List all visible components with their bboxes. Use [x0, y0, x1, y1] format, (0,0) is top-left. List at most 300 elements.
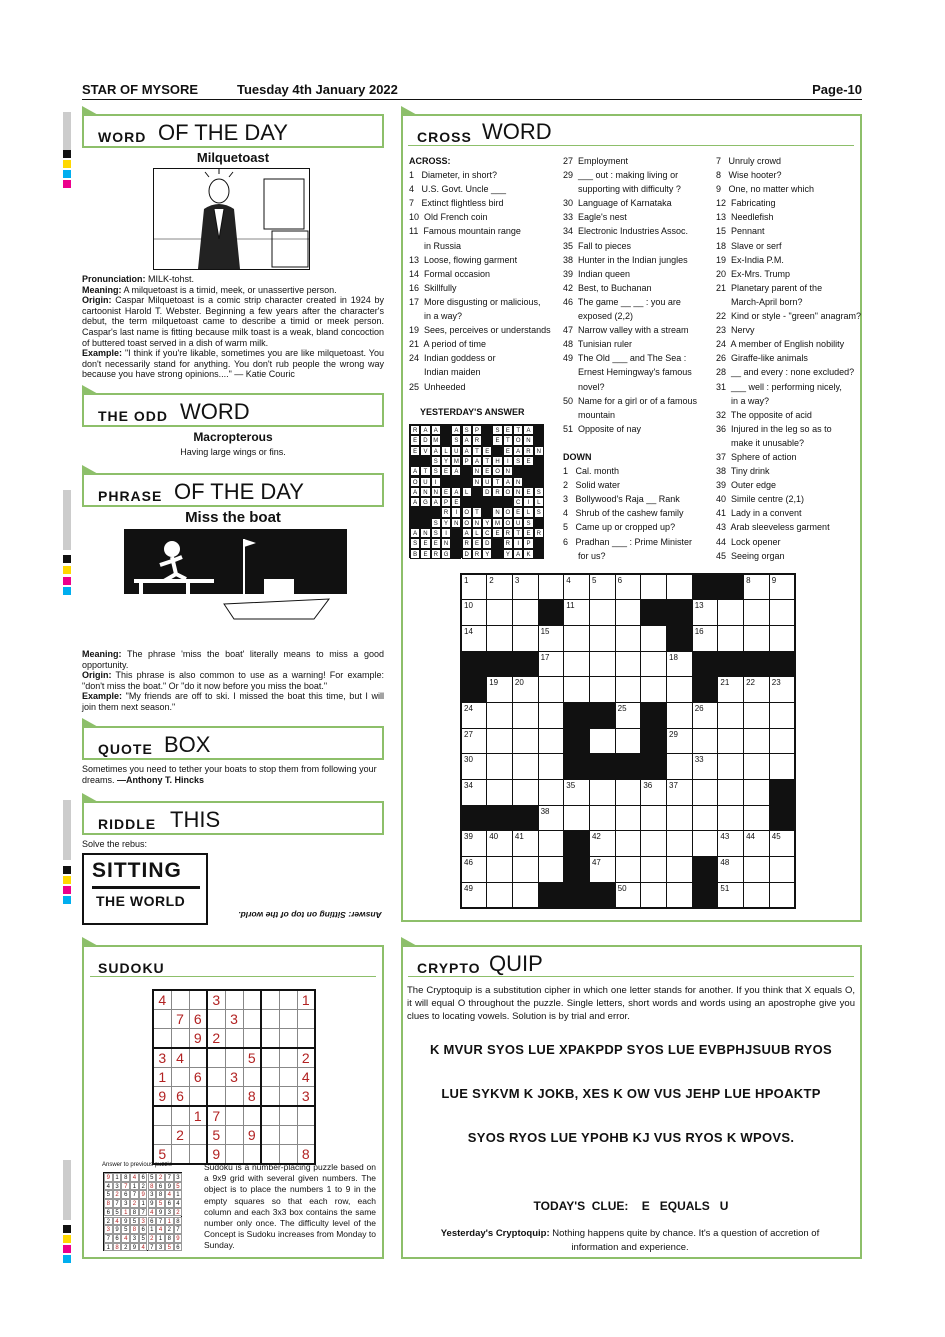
prev-sudoku-cell: 2: [148, 1234, 157, 1243]
sudoku-cell[interactable]: 5: [243, 1048, 261, 1068]
sudoku-cell[interactable]: 3: [225, 1068, 243, 1087]
crossword-cell[interactable]: [589, 805, 615, 831]
crossword-cell[interactable]: 41: [512, 831, 538, 857]
crossword-cell[interactable]: 27: [461, 728, 487, 754]
crossword-cell[interactable]: [692, 831, 718, 857]
crossword-cell[interactable]: 44: [744, 831, 770, 857]
crossword-cell[interactable]: [487, 857, 513, 883]
crossword-cell[interactable]: [538, 574, 564, 600]
crossword-cell[interactable]: [487, 728, 513, 754]
crossword-cell[interactable]: [538, 780, 564, 806]
sudoku-cell[interactable]: 5: [207, 1126, 225, 1145]
sudoku-cell[interactable]: 9: [153, 1087, 171, 1107]
crossword-block: [769, 780, 795, 806]
crossword-cell[interactable]: [692, 805, 718, 831]
clue: 10 Old French coin: [409, 212, 488, 223]
sudoku-cell[interactable]: [243, 1068, 261, 1087]
crossword-cell[interactable]: 22: [744, 677, 770, 703]
sudoku-cell[interactable]: 8: [297, 1145, 315, 1165]
crossword-cell[interactable]: 38: [538, 805, 564, 831]
crossword-cell[interactable]: [589, 625, 615, 651]
heading-label: CROSS: [417, 129, 472, 145]
crossword-cell[interactable]: [667, 574, 693, 600]
crossword-cell[interactable]: [744, 625, 770, 651]
yesterday-cell: A: [513, 549, 523, 559]
crossword-cell[interactable]: [512, 857, 538, 883]
crossword-cell[interactable]: [512, 780, 538, 806]
yesterday-cell: S: [451, 435, 461, 445]
crossword-cell[interactable]: 45: [769, 831, 795, 857]
crossword-cell[interactable]: 37: [667, 780, 693, 806]
crossword-cell[interactable]: 4: [564, 574, 590, 600]
crossword-cell[interactable]: [641, 805, 667, 831]
paper-name: STAR OF MYSORE: [82, 82, 199, 97]
prev-sudoku-cell: 3: [156, 1243, 165, 1252]
crossword-cell[interactable]: [615, 677, 641, 703]
yesterday-cell: T: [503, 435, 513, 445]
clue: 9 One, no matter which: [716, 184, 815, 195]
sudoku-cell[interactable]: 3: [153, 1048, 171, 1068]
crossword-cell[interactable]: [589, 600, 615, 626]
crossword-cell[interactable]: [564, 625, 590, 651]
yesterday-cell: T: [482, 456, 492, 466]
sudoku-cell[interactable]: [189, 1126, 207, 1145]
sudoku-cell[interactable]: [225, 1087, 243, 1107]
crossword-cell[interactable]: 3: [512, 574, 538, 600]
sudoku-cell[interactable]: 9: [207, 1145, 225, 1165]
yesterday-cell: [482, 507, 492, 517]
crossword-cell[interactable]: [487, 600, 513, 626]
margin-bar: [63, 490, 71, 550]
crossword-cell[interactable]: [641, 882, 667, 908]
sudoku-cell[interactable]: 2: [297, 1048, 315, 1068]
yesterday-cell: [534, 549, 544, 559]
clue: 46 The game __ __ : you are: [563, 296, 681, 307]
reg-mark: [63, 566, 71, 574]
crossword-cell[interactable]: [718, 780, 744, 806]
sudoku-cell[interactable]: [171, 990, 189, 1010]
yesterday-cell: L: [462, 487, 472, 497]
yesterday-cell: [431, 507, 441, 517]
crossword-cell[interactable]: [769, 702, 795, 728]
cryptoquip-line3: SYOS RYOS LUE YPOHB KJ VUS RYOS K WPOVS.: [467, 1130, 795, 1145]
sudoku-cell[interactable]: [207, 1048, 225, 1068]
sudoku-cell[interactable]: [279, 1106, 297, 1126]
crossword-cell[interactable]: [718, 805, 744, 831]
yesterday-cell: [523, 466, 533, 476]
crossword-cell[interactable]: [615, 728, 641, 754]
crossword-cell[interactable]: 10: [461, 600, 487, 626]
sudoku-cell[interactable]: 2: [207, 1029, 225, 1049]
crossword-cell[interactable]: [487, 625, 513, 651]
wotd-text: Pronunciation: MILK-tohst. Meaning: A milquetoast is a timid, meek, or unassertive person. Origin: Caspar Milquetoast is a comic strip character created in 1924 by cartoonist Harold T. Webster. Beginning a few years after the character's debut, the term milquetoast came to describe a timid or meek person. Caspar's last name is fitting because milk toast is a weak, bland concoction of buttered toast served in a dish of warm milk. Example: "I think if you're likable, sometimes you are like milquetoast. You don't necessarily stand for anything. You don't rub people the wrong way because you have strong opinions...." — Katie Couric: [82, 274, 384, 380]
crossword-cell[interactable]: 19: [487, 677, 513, 703]
yesterday-cell: G: [420, 497, 430, 507]
crossword-cell[interactable]: [641, 857, 667, 883]
phrase-heading: [82, 473, 384, 507]
crossword-cell[interactable]: [641, 651, 667, 677]
sudoku-cell[interactable]: [207, 1087, 225, 1107]
crossword-block: [744, 651, 770, 677]
crossword-cell[interactable]: [667, 857, 693, 883]
crossword-cell[interactable]: [769, 600, 795, 626]
crossword-cell[interactable]: [744, 600, 770, 626]
crossword-cell[interactable]: [615, 651, 641, 677]
crossword-cell[interactable]: [589, 728, 615, 754]
crossword-cell[interactable]: [641, 625, 667, 651]
crossword-cell[interactable]: [564, 677, 590, 703]
prev-sudoku-cell: 2: [104, 1217, 113, 1226]
crossword-cell[interactable]: [538, 831, 564, 857]
crossword-cell[interactable]: 24: [461, 702, 487, 728]
sudoku-cell[interactable]: 1: [297, 990, 315, 1010]
sudoku-cell[interactable]: 8: [243, 1087, 261, 1107]
crossword-cell[interactable]: 17: [538, 651, 564, 677]
sudoku-cell[interactable]: [279, 1010, 297, 1029]
crossword-cell[interactable]: 14: [461, 625, 487, 651]
yesterday-cell: D: [482, 487, 492, 497]
yesterday-cell: V: [420, 446, 430, 456]
crossword-cell[interactable]: [615, 780, 641, 806]
sudoku-cell[interactable]: 6: [189, 1068, 207, 1087]
crossword-cell[interactable]: [641, 831, 667, 857]
sudoku-cell[interactable]: [171, 1068, 189, 1087]
crossword-block: [641, 754, 667, 780]
crossword-cell[interactable]: [744, 780, 770, 806]
crossword-cell[interactable]: [744, 857, 770, 883]
crossword-cell[interactable]: [615, 831, 641, 857]
sudoku-cell[interactable]: 1: [153, 1068, 171, 1087]
yesterday-cell: L: [441, 446, 451, 456]
yesterday-cell: I: [523, 497, 533, 507]
sudoku-cell[interactable]: [171, 1029, 189, 1049]
yesterday-cell: A: [410, 497, 420, 507]
prev-answer-label: Answer to previous puzzle: [102, 1162, 173, 1168]
sudoku-cell[interactable]: [297, 1010, 315, 1029]
crossword-cell[interactable]: 50: [615, 882, 641, 908]
crossword-block: [512, 651, 538, 677]
sudoku-cell[interactable]: [243, 1010, 261, 1029]
crossword-cell[interactable]: [667, 754, 693, 780]
yesterday-cell: [441, 435, 451, 445]
crossword-cell[interactable]: 18: [667, 651, 693, 677]
yesterday-cell: R: [472, 435, 482, 445]
crossword-cell[interactable]: [718, 600, 744, 626]
crossword-cell[interactable]: [769, 625, 795, 651]
crossword-cell[interactable]: [487, 780, 513, 806]
sudoku-cell[interactable]: [297, 1126, 315, 1145]
yesterday-cell: D: [462, 549, 472, 559]
sudoku-cell[interactable]: [279, 1068, 297, 1087]
sudoku-cell[interactable]: 2: [171, 1126, 189, 1145]
sudoku-cell[interactable]: 9: [243, 1126, 261, 1145]
yesterday-cell: Y: [441, 456, 451, 466]
crossword-cell[interactable]: [667, 882, 693, 908]
crossword-block: [538, 600, 564, 626]
sudoku-cell[interactable]: [153, 1029, 171, 1049]
cryptoquip-line1: K MVUR SYOS LUE XPAKPDP SYOS LUE EVBPHJSUUB RYOS: [429, 1042, 833, 1057]
sudoku-cell[interactable]: [189, 1087, 207, 1107]
yesterday-cell: N: [534, 446, 544, 456]
sudoku-cell[interactable]: [261, 1010, 279, 1029]
crossword-cell[interactable]: 1: [461, 574, 487, 600]
clue: March-April born?: [716, 296, 803, 307]
sudoku-cell[interactable]: [261, 1048, 279, 1068]
sudoku-cell[interactable]: 4: [297, 1068, 315, 1087]
crossword-cell[interactable]: [667, 805, 693, 831]
crossword-cell[interactable]: [589, 677, 615, 703]
crossword-cell[interactable]: [487, 882, 513, 908]
clue: 4 Shrub of the cashew family: [563, 508, 684, 519]
prev-sudoku-cell: 6: [174, 1243, 183, 1252]
sudoku-cell[interactable]: [261, 1029, 279, 1049]
yesterday-cell: A: [410, 487, 420, 497]
crossword-block: [589, 754, 615, 780]
sudoku-cell[interactable]: [153, 1010, 171, 1029]
crossword-cell[interactable]: [641, 677, 667, 703]
crossword-cell[interactable]: [538, 702, 564, 728]
crossword-block: [641, 702, 667, 728]
crossword-cell[interactable]: 46: [461, 857, 487, 883]
yesterday-cell: Y: [441, 518, 451, 528]
crossword-block: [769, 651, 795, 677]
yesterday-cell: A: [410, 528, 420, 538]
crossword-cell[interactable]: [718, 702, 744, 728]
yesterday-cell: P: [472, 425, 482, 435]
sudoku-cell[interactable]: [297, 1029, 315, 1049]
sudoku-cell[interactable]: [297, 1106, 315, 1126]
crossword-cell[interactable]: 9: [769, 574, 795, 600]
crossword-cell[interactable]: 25: [615, 702, 641, 728]
crossword-cell[interactable]: 11: [564, 600, 590, 626]
clue: 15 Pennant: [716, 226, 765, 237]
heading-title: WORD: [180, 399, 250, 424]
sudoku-cell[interactable]: [279, 1029, 297, 1049]
cartoon-image: [153, 168, 310, 270]
crossword-cell[interactable]: [692, 728, 718, 754]
crossword-cell[interactable]: [667, 677, 693, 703]
yesterday-cell: O: [503, 487, 513, 497]
crossword-cell[interactable]: 6: [615, 574, 641, 600]
sudoku-cell[interactable]: 4: [153, 990, 171, 1010]
prev-sudoku-cell: 9: [148, 1199, 157, 1208]
yesterday-cell: O: [503, 518, 513, 528]
prev-sudoku-cell: 3: [165, 1208, 174, 1217]
crossword-cell[interactable]: 26: [692, 702, 718, 728]
crossword-cell[interactable]: 15: [538, 625, 564, 651]
sudoku-cell[interactable]: 6: [189, 1010, 207, 1029]
yesterday-cell: [534, 425, 544, 435]
sudoku-cell[interactable]: 7: [171, 1010, 189, 1029]
crossword-cell[interactable]: [744, 754, 770, 780]
crossword-cell[interactable]: [692, 780, 718, 806]
clue: in Russia: [409, 240, 462, 251]
crossword-heading: [401, 114, 862, 148]
sudoku-cell[interactable]: [279, 1087, 297, 1107]
clue: 44 Lock opener: [716, 536, 781, 547]
crossword-cell[interactable]: [512, 702, 538, 728]
crossword-block: [564, 882, 590, 908]
sudoku-cell[interactable]: [225, 1029, 243, 1049]
crossword-cell[interactable]: 30: [461, 754, 487, 780]
sudoku-cell[interactable]: [243, 990, 261, 1010]
margin-bar: [63, 800, 71, 860]
crossword-cell[interactable]: 36: [641, 780, 667, 806]
sudoku-heading: [82, 945, 384, 979]
crossword-cell[interactable]: 40: [487, 831, 513, 857]
sudoku-cell[interactable]: [279, 990, 297, 1010]
sudoku-cell[interactable]: [153, 1126, 171, 1145]
sudoku-cell[interactable]: [225, 1048, 243, 1068]
crossword-cell[interactable]: 48: [718, 857, 744, 883]
crossword-cell[interactable]: [667, 831, 693, 857]
yesterday-cell: [534, 466, 544, 476]
crossword-cell[interactable]: [718, 728, 744, 754]
sudoku-cell[interactable]: [207, 1068, 225, 1087]
yesterday-cell: A: [420, 425, 430, 435]
crossword-cell[interactable]: 23: [769, 677, 795, 703]
prev-sudoku-cell: 5: [139, 1234, 148, 1243]
crossword-cell[interactable]: [512, 882, 538, 908]
crossword-cell[interactable]: 43: [718, 831, 744, 857]
yesterday-cell: E: [482, 466, 492, 476]
prev-sudoku-cell: 6: [165, 1199, 174, 1208]
crossword-cell[interactable]: 47: [589, 857, 615, 883]
crossword-cell[interactable]: 16: [692, 625, 718, 651]
crossword-cell[interactable]: [512, 728, 538, 754]
crossword-cell[interactable]: [615, 805, 641, 831]
crossword-cell[interactable]: [769, 754, 795, 780]
crossword-cell[interactable]: [744, 728, 770, 754]
crossword-cell[interactable]: [769, 857, 795, 883]
yesterday-cell: E: [410, 435, 420, 445]
crossword-cell[interactable]: [615, 625, 641, 651]
heading-title: WORD: [482, 119, 552, 144]
crossword-cell[interactable]: 51: [718, 882, 744, 908]
crossword-cell[interactable]: [538, 754, 564, 780]
sudoku-cell[interactable]: [189, 990, 207, 1010]
sudoku-cell[interactable]: [171, 1106, 189, 1126]
clue: 3 Bollywood's Raja __ Rank: [563, 494, 680, 505]
sudoku-cell[interactable]: [225, 990, 243, 1010]
sudoku-cell[interactable]: 3: [225, 1010, 243, 1029]
crossword-block: [564, 728, 590, 754]
crossword-grid: [460, 573, 796, 909]
crossword-cell[interactable]: [512, 600, 538, 626]
quote-text: Sometimes you need to tether your boats to stop them from following your dreams. —Anthony T. Hincks: [82, 764, 377, 785]
crossword-cell[interactable]: [538, 857, 564, 883]
crossword-cell[interactable]: 20: [512, 677, 538, 703]
prev-sudoku-cell: 8: [148, 1182, 157, 1191]
crossword-cell[interactable]: [564, 651, 590, 677]
crossword-cell[interactable]: 39: [461, 831, 487, 857]
crossword-cell[interactable]: [718, 625, 744, 651]
heading-title: QUIP: [489, 951, 543, 976]
sudoku-cell[interactable]: 4: [171, 1048, 189, 1068]
prev-sudoku-cell: 9: [104, 1173, 113, 1182]
crossword-cell[interactable]: [615, 857, 641, 883]
crossword-cell[interactable]: [589, 780, 615, 806]
crossword-cell[interactable]: 2: [487, 574, 513, 600]
sudoku-cell[interactable]: [189, 1048, 207, 1068]
crossword-cell[interactable]: 49: [461, 882, 487, 908]
crossword-cell[interactable]: 33: [692, 754, 718, 780]
sudoku-cell[interactable]: [243, 1029, 261, 1049]
sudoku-cell[interactable]: [261, 1087, 279, 1107]
sudoku-cell[interactable]: [261, 1126, 279, 1145]
crossword-cell[interactable]: [718, 754, 744, 780]
reg-mark: [63, 180, 71, 188]
crossword-cell[interactable]: 42: [589, 831, 615, 857]
crossword-cell[interactable]: [538, 677, 564, 703]
yesterday-cell: S: [492, 425, 502, 435]
sudoku-cell[interactable]: [279, 1126, 297, 1145]
crossword-cell[interactable]: [487, 754, 513, 780]
crossword-cell[interactable]: [667, 702, 693, 728]
sudoku-cell[interactable]: 3: [207, 990, 225, 1010]
sudoku-cell[interactable]: 3: [297, 1087, 315, 1107]
crossword-cell[interactable]: 35: [564, 780, 590, 806]
prev-sudoku-cell: 8: [104, 1199, 113, 1208]
odd-word-heading: [82, 393, 384, 427]
crossword-cell[interactable]: [512, 625, 538, 651]
sudoku-cell[interactable]: [225, 1106, 243, 1126]
crossword-cell[interactable]: [744, 882, 770, 908]
sudoku-cell[interactable]: 6: [171, 1087, 189, 1107]
crossword-cell[interactable]: [538, 728, 564, 754]
crossword-cell[interactable]: [589, 651, 615, 677]
yesterday-cell: C: [482, 528, 492, 538]
sudoku-cell[interactable]: [153, 1106, 171, 1126]
clue: novel?: [563, 381, 605, 392]
sudoku-cell[interactable]: 1: [189, 1106, 207, 1126]
yesterday-cell: E: [482, 446, 492, 456]
crossword-cell[interactable]: [615, 600, 641, 626]
sudoku-cell[interactable]: [225, 1126, 243, 1145]
sudoku-cell[interactable]: [261, 1106, 279, 1126]
crossword-cell[interactable]: 29: [667, 728, 693, 754]
sudoku-cell[interactable]: 5: [153, 1145, 171, 1165]
sudoku-cell[interactable]: [261, 990, 279, 1010]
crossword-cell[interactable]: [564, 805, 590, 831]
crossword-cell[interactable]: 34: [461, 780, 487, 806]
sudoku-cell[interactable]: [279, 1048, 297, 1068]
word-of-day: Milquetoast: [196, 150, 270, 165]
sudoku-cell[interactable]: 7: [207, 1106, 225, 1126]
crossword-cell[interactable]: [744, 805, 770, 831]
crossword-cell[interactable]: [512, 754, 538, 780]
crossword-cell[interactable]: 8: [744, 574, 770, 600]
sudoku-cell[interactable]: [171, 1145, 189, 1165]
sudoku-cell[interactable]: [243, 1106, 261, 1126]
crossword-cell[interactable]: 21: [718, 677, 744, 703]
sudoku-cell[interactable]: [261, 1068, 279, 1087]
sudoku-cell[interactable]: [207, 1010, 225, 1029]
reg-mark: [63, 587, 71, 595]
crossword-block: [589, 702, 615, 728]
crossword-cell[interactable]: [769, 728, 795, 754]
crossword-cell[interactable]: 13: [692, 600, 718, 626]
reg-mark: [63, 866, 71, 874]
sudoku-cell[interactable]: 9: [189, 1029, 207, 1049]
crossword-cell[interactable]: [744, 702, 770, 728]
crossword-cell[interactable]: [769, 882, 795, 908]
heading-label: PHRASE: [98, 488, 163, 504]
prev-sudoku-cell: 4: [113, 1217, 122, 1226]
crossword-cell[interactable]: [641, 574, 667, 600]
crossword-cell[interactable]: 5: [589, 574, 615, 600]
crossword-cell[interactable]: [487, 702, 513, 728]
